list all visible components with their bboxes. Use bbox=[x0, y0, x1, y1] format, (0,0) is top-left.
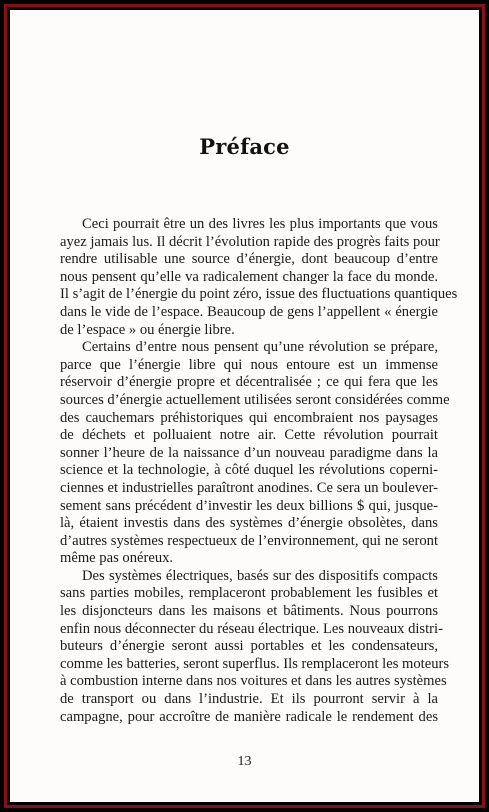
text-line: là, étaient investis dans des systèmes d’énergie obsolètes, dans bbox=[60, 515, 438, 532]
text-line: parce que l’énergie libre qui nous entoure est un immense bbox=[60, 356, 438, 373]
paragraph bbox=[60, 339, 450, 568]
text-line: comme les batteries, seront superflus. Ils remplaceront les moteurs bbox=[60, 655, 450, 672]
book-page bbox=[10, 10, 479, 802]
paragraph bbox=[60, 216, 458, 339]
text-line: Certains d’entre nous pensent qu’une révolution se prépare, bbox=[82, 339, 438, 356]
text-line: ciennes et industrielles paraîtront anodines. Ce sera un boulever- bbox=[60, 479, 438, 496]
text-line: Il s’agit de l’énergie du point zéro, issue des fluctuations quantiques bbox=[60, 286, 458, 303]
page-title: Préface bbox=[199, 134, 290, 159]
text-line: enfin nous déconnecter du réseau électrique. Les nouveaux distri- bbox=[60, 620, 443, 637]
text-line: Ceci pourrait être un des livres les plus importants que vous bbox=[82, 216, 438, 232]
text-line: de l’espace » ou énergie libre. bbox=[60, 321, 235, 338]
text-line: sans parties mobiles, remplaceront probablement les fusibles et bbox=[60, 585, 438, 602]
text-line: dans le vide de l’espace. Beaucoup de gens l’appellent « énergie bbox=[60, 303, 438, 320]
paragraph bbox=[60, 567, 450, 726]
text-line: sonner l’heure de la naissance d’un nouveau paradigme dans la bbox=[60, 444, 438, 461]
text-line: nous pensent qu’elle va radicalement changer la face du monde. bbox=[60, 268, 438, 285]
text-line: buteurs d’énergie seront aussi portables et les condensateurs, bbox=[60, 638, 438, 655]
text-line: réservoir d’énergie propre et décentralisée ; ce qui fera que les bbox=[60, 374, 438, 391]
text-line: campagne, pour accroître de manière radicale le rendement des bbox=[60, 708, 438, 725]
text-line: des cauchemars préhistoriques qui encombraient nos paysages bbox=[60, 409, 438, 426]
page-number: 13 bbox=[237, 754, 252, 769]
text-line: même pas onéreux. bbox=[60, 550, 174, 567]
body-text bbox=[60, 216, 458, 726]
text-line: ayez jamais lus. Il décrit l’évolution rapide des progrès faits pour bbox=[60, 233, 440, 250]
text-line: sement sans précédent d’investir les deux billions $ qui, jusque- bbox=[60, 497, 438, 514]
text-line: rendre utilisable une source d’énergie, dont beaucoup d’entre bbox=[60, 251, 438, 268]
text-line: sources d’énergie actuellement utilisées seront considérées comme bbox=[60, 391, 450, 408]
text-line: Des systèmes électriques, basés sur des dispositifs compacts bbox=[82, 567, 438, 584]
text-line: les disjoncteurs dans les maisons et bâtiments. Nous pourrons bbox=[60, 603, 438, 620]
text-line: de transport ou dans l’industrie. Et ils pourront servir à la bbox=[60, 691, 438, 708]
text-line: science et la technologie, à côté duquel les révolutions coperni- bbox=[60, 462, 438, 479]
text-line: de déchets et polluaient notre air. Cette révolution pourrait bbox=[60, 427, 438, 444]
text-line: à combustion interne dans nos voitures et dans les autres systèmes bbox=[60, 673, 447, 690]
text-line: d’autres systèmes respectueux de l’environnement, qui ne seront bbox=[60, 532, 438, 549]
